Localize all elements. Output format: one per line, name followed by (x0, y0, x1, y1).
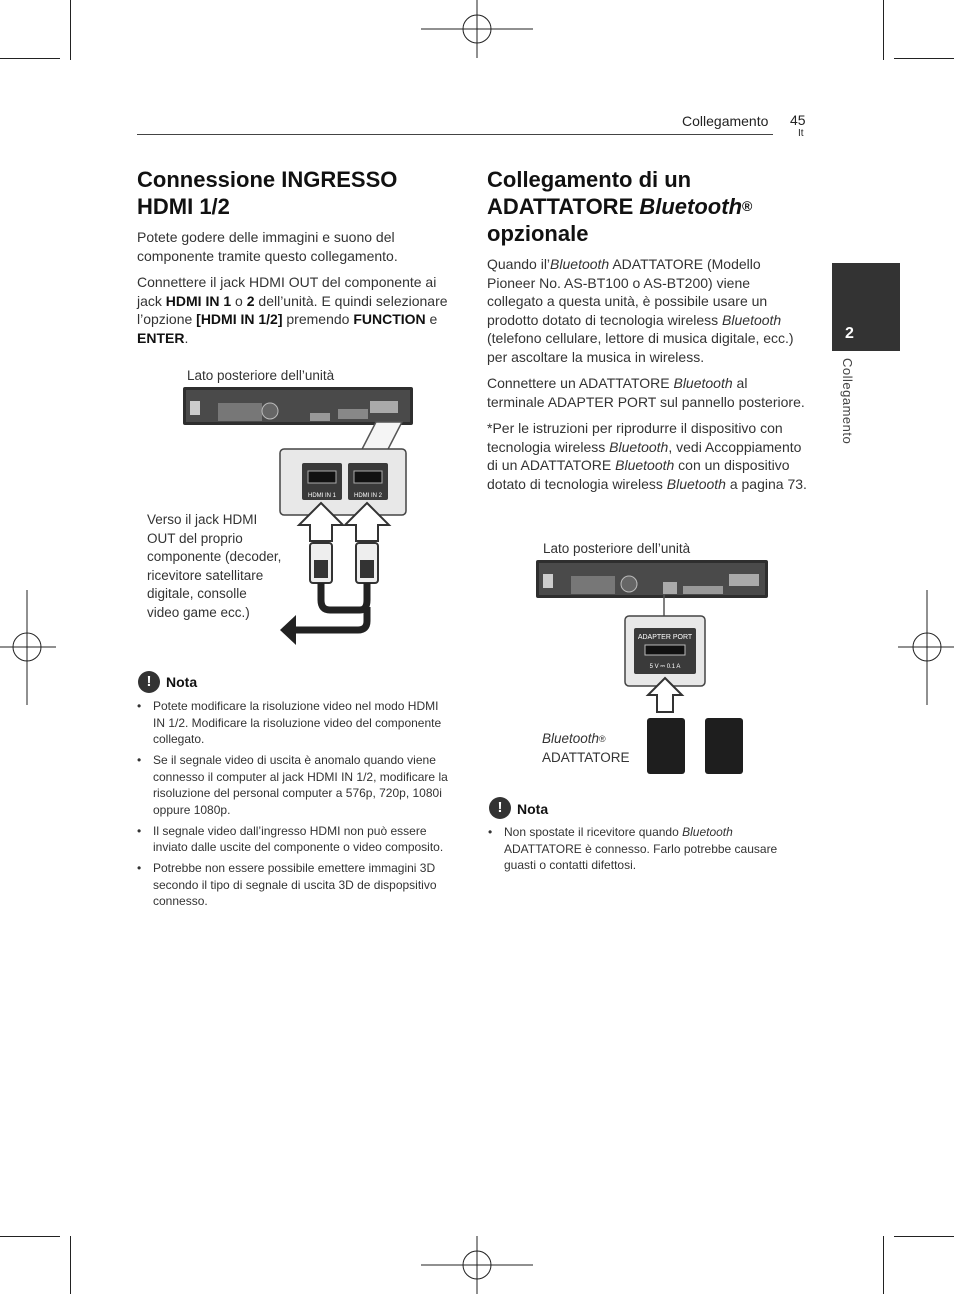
bluetooth-intro: Quando il’Bluetooth ADATTATORE (Modello Pioneer No. AS-BT100 o AS-BT200) viene collegato a questa unità, è possibile usare un prodotto dotato di tecnologia wireless Bluetooth (telefono cellulare, lettore di musica digitale, ecc.) per ascoltare la musica in wireless. (487, 256, 794, 365)
header-rule (137, 134, 773, 135)
right-column (487, 166, 807, 493)
chapter-number: 2 (845, 325, 854, 342)
hdmi-in1-label: HDMI IN 1 (307, 493, 337, 499)
page-number: 45 (790, 112, 806, 128)
hdmi-in2-label: HDMI IN 2 (353, 493, 383, 499)
language-code: It (798, 128, 804, 139)
chapter-label: Collegamento (840, 358, 855, 445)
hdmi-callout: Verso il jack HDMI OUT del proprio componente (decoder, ricevitore satellitare digitale, consolle video game ecc.) (147, 512, 282, 620)
section-title-bluetooth: Collegamento di un ADATTATORE Bluetooth® opzionale (487, 167, 753, 246)
warning-icon: ! (489, 797, 511, 819)
list-item: • Non spostate il ricevitore quando Bluetooth ADATTATORE è connesso. Farlo potrebbe causare guasti o contatti difettosi. (488, 824, 806, 874)
adapter-rating: 5 V ⎓ 0.1 A (649, 664, 681, 670)
list-item: • Se il segnale video di uscita è anomalo quando viene connesso il computer al jack HDMI IN 1/2, modificare la risoluzione del personal computer a 576p, 720p, 1080i oppure 1080p. (137, 752, 452, 818)
bluetooth-adapter-icon (647, 718, 685, 774)
instruction-paragraph: Connettere il jack HDMI OUT del componente ai jack HDMI IN 1 o 2 dell’unità. E quindi selezionare l’opzione [HDMI IN 1/2] premendo FUNCTION e ENTER. (137, 274, 448, 346)
bluetooth-connect: Connettere un ADATTATORE Bluetooth al terminale ADAPTER PORT sul pannello posteriore. (487, 375, 805, 410)
chapter-tab (832, 263, 900, 351)
adapter-port-label: ADAPTER PORT (637, 634, 693, 641)
header-section: Collegamento (682, 113, 769, 129)
list-item: • Potete modificare la risoluzione video nel modo HDMI IN 1/2. Modificare la risoluzione video del componente collegato. (137, 698, 452, 748)
warning-icon: ! (138, 671, 160, 693)
notes-list-left (137, 698, 452, 914)
rear-panel-label-right: Lato posteriore dell’unità (543, 541, 691, 556)
notes-list-right (488, 824, 806, 878)
hdmi-plug-icon (310, 543, 378, 583)
list-item: • Potrebbe non essere possibile emettere immagini 3D secondo il tipo di segnale di uscita 3D de dispopsitivo connesso. (137, 860, 452, 910)
intro-paragraph: Potete godere delle immagini e suono del componente tramite questo collegamento. (137, 229, 398, 264)
nota-title-right: Nota (517, 801, 549, 817)
nota-title-left: Nota (166, 674, 198, 690)
bluetooth-adapter-icon (705, 718, 743, 774)
bluetooth-adapter-label: Bluetooth® ADATTATORE (542, 731, 630, 765)
list-item: • Il segnale video dall’ingresso HDMI non può essere inviato dalle uscite del componente o video composito. (137, 823, 452, 856)
rear-panel-label-left: Lato posteriore dell’unità (187, 368, 335, 383)
section-title-hdmi: Connessione INGRESSO HDMI 1/2 (137, 167, 398, 219)
left-column (137, 166, 452, 347)
bluetooth-reference: *Per le istruzioni per riprodurre il dispositivo con tecnologia wireless Bluetooth, vedi Accoppiamento di un ADATTATORE Bluetooth con un dispositivo dotato di tecnologia wireless Bluetooth a pagina 73. (487, 420, 807, 492)
